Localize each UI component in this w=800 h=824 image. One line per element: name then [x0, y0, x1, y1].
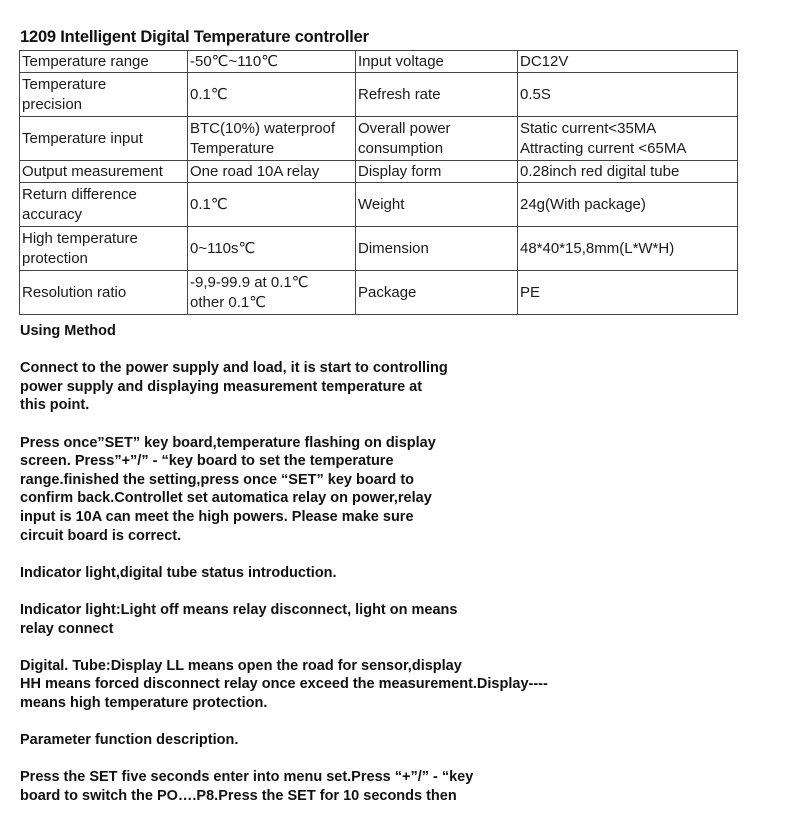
cell-text-line: 24g(With package) [520, 195, 646, 213]
spec-value [188, 161, 356, 183]
paragraph [20, 657, 600, 713]
cell-text-line: High temperature [22, 229, 138, 247]
cell-text-line: One road 10A relay [190, 162, 320, 180]
spec-label [20, 271, 188, 315]
paragraph [20, 731, 600, 750]
spec-row [20, 51, 738, 73]
text-line: means high temperature protection. [20, 694, 268, 711]
spec-label [356, 73, 518, 117]
cell-text-line: Output measurement [22, 162, 163, 180]
cell-text-line: protection [22, 249, 88, 267]
spec-value [188, 73, 356, 117]
cell-text-line: Overall power [358, 119, 451, 137]
cell-text-line: 0.1℃ [190, 85, 228, 103]
text-line: power supply and displaying measurement temperature at [20, 378, 423, 395]
spec-label [20, 183, 188, 227]
text-line: Press the SET five seconds enter into menu set.Press “+”/” - “key [20, 769, 474, 786]
text-line: Connect to the power supply and load, it is start to controlling [20, 360, 448, 377]
spec-label [356, 161, 518, 183]
cell-text-line: 0.5S [520, 85, 551, 103]
spec-value [188, 51, 356, 73]
cell-text-line: Return difference [22, 185, 137, 203]
spec-label [20, 51, 188, 73]
cell-text-line: other 0.1℃ [190, 293, 267, 311]
spec-row [20, 117, 738, 161]
cell-text-line: 0.1℃ [190, 195, 228, 213]
cell-text-line: PE [520, 283, 541, 301]
spec-value [518, 161, 738, 183]
text-line: input is 10A can meet the high powers. Please make sure [20, 508, 414, 525]
cell-text-line: BTC(10%) waterproof [190, 119, 336, 137]
spec-label [20, 161, 188, 183]
text-line: board to switch the PO….P8.Press the SET for 10 seconds then [20, 787, 457, 804]
cell-text-line: Weight [358, 195, 405, 213]
spec-row [20, 227, 738, 271]
spec-value [518, 271, 738, 315]
spec-label [356, 117, 518, 161]
cell-text-line: 0.28inch red digital tube [520, 162, 680, 180]
cell-text-line: Refresh rate [358, 85, 441, 103]
spec-value [188, 227, 356, 271]
cell-text-line: Attracting current <65MA [520, 139, 687, 157]
text-line: Indicator light,digital tube status introduction. [20, 564, 337, 581]
spec-value [518, 51, 738, 73]
cell-text-line: Static current<35MA [520, 119, 657, 137]
spec-value [518, 117, 738, 161]
spec-row [20, 271, 738, 315]
spec-value [518, 73, 738, 117]
cell-text-line: -50℃~110℃ [190, 52, 279, 70]
cell-text-line: DC12V [520, 52, 569, 70]
cell-text-line: accuracy [22, 205, 83, 223]
cell-text-line: Temperature [190, 139, 275, 157]
spec-label [356, 227, 518, 271]
spec-label [20, 117, 188, 161]
spec-value [518, 227, 738, 271]
spec-row [20, 73, 738, 117]
spec-label [20, 227, 188, 271]
paragraph [20, 601, 600, 638]
text-line: screen. Press”+”/” - “key board to set the temperature [20, 453, 394, 470]
spec-row [20, 183, 738, 227]
cell-text-line: Package [358, 283, 417, 301]
usage-instructions [20, 322, 600, 824]
text-line: this point. [20, 397, 90, 414]
spec-value [188, 271, 356, 315]
section-heading [20, 322, 600, 341]
cell-text-line: 48*40*15,8mm(L*W*H) [520, 239, 675, 257]
cell-text-line: Dimension [358, 239, 429, 257]
spec-value [188, 183, 356, 227]
cell-text-line: Temperature input [22, 129, 143, 147]
cell-text-line: Temperature range [22, 52, 149, 70]
text-line: Parameter function description. [20, 732, 239, 749]
cell-text-line: 0~110s℃ [190, 239, 256, 257]
text-line: Digital. Tube:Display LL means open the road for sensor,display [20, 657, 462, 674]
text-line: HH means forced disconnect relay once exceed the measurement.Display---- [20, 676, 548, 693]
cell-text-line: Resolution ratio [22, 283, 127, 301]
document-title: 1209 Intelligent Digital Temperature controller [20, 28, 369, 46]
cell-text-line: Temperature [22, 75, 107, 93]
paragraph [20, 359, 600, 415]
spec-label [356, 51, 518, 73]
spec-label [20, 73, 188, 117]
cell-text-line: precision [22, 95, 83, 113]
spec-label [356, 183, 518, 227]
text-line: Using Method [20, 323, 116, 339]
spec-value [518, 183, 738, 227]
spec-label [356, 271, 518, 315]
text-line: range.finished the setting,press once “SET” key board to [20, 471, 414, 488]
text-line: confirm back.Controllet set automatica relay on power,relay [20, 490, 432, 507]
cell-text-line: Input voltage [358, 52, 444, 70]
text-line: relay connect [20, 620, 114, 637]
paragraph [20, 434, 600, 546]
spec-row [20, 161, 738, 183]
text-line: Press once”SET” key board,temperature flashing on display [20, 434, 436, 451]
cell-text-line: consumption [358, 139, 444, 157]
spec-value [188, 117, 356, 161]
text-line: circuit board is correct. [20, 527, 182, 544]
cell-text-line: Display form [358, 162, 442, 180]
spec-table [19, 50, 738, 315]
text-line: Indicator light:Light off means relay disconnect, light on means [20, 601, 458, 618]
cell-text-line: -9,9-99.9 at 0.1℃ [190, 273, 309, 291]
paragraph [20, 564, 600, 583]
